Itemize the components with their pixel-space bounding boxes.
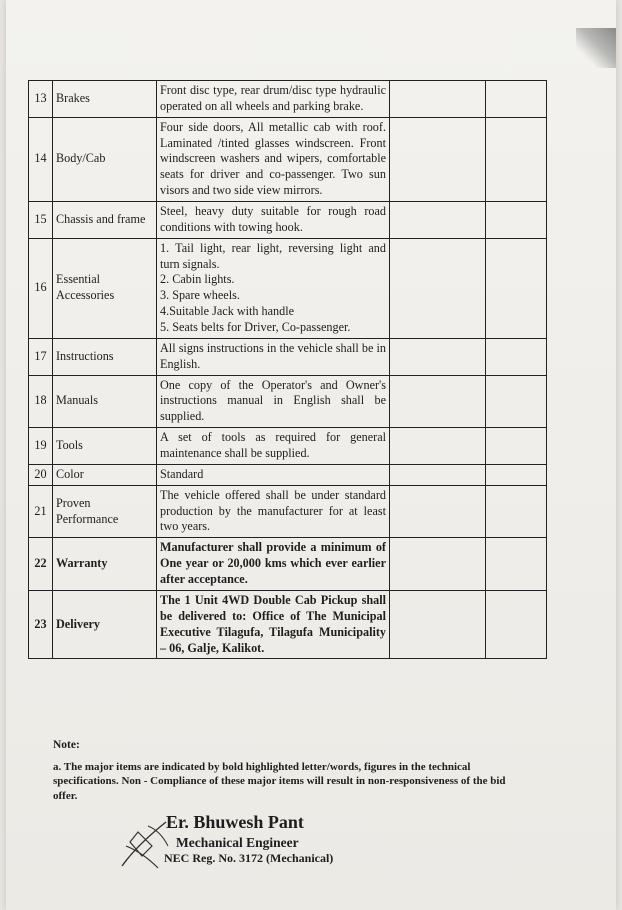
specification-line: 5. Seats belts for Driver, Co-passenger. — [160, 320, 351, 335]
remarks-cell — [486, 81, 547, 118]
remarks-cell — [486, 375, 547, 428]
table-row — [29, 538, 547, 591]
specification-table — [28, 80, 547, 659]
compliance-cell — [390, 338, 486, 375]
row-specification — [157, 81, 390, 118]
row-item: Tools — [53, 428, 157, 465]
page-corner-fold — [576, 28, 616, 68]
specification-line: Standard — [160, 466, 204, 481]
specification-line: The 1 Unit 4WD Double Cab Pickup shall be delivered to: Office of The Municipal Executive Tilagufa, Tilagufa Municipality – 06, Galje, Kalikot. — [160, 592, 386, 655]
row-specification — [157, 202, 390, 239]
row-specification — [157, 485, 390, 538]
table-row — [29, 117, 547, 201]
row-item: Essential Accessories — [53, 238, 157, 338]
compliance-cell — [390, 375, 486, 428]
compliance-cell — [390, 464, 486, 485]
table-row — [29, 202, 547, 239]
row-specification — [157, 117, 390, 201]
signatory-title: Mechanical Engineer — [176, 835, 299, 850]
row-item: Color — [53, 464, 157, 485]
row-number: 14 — [29, 117, 53, 201]
remarks-cell — [486, 117, 547, 201]
compliance-cell — [390, 117, 486, 201]
specification-line: 4.Suitable Jack with handle — [160, 304, 295, 319]
table-row — [29, 238, 547, 338]
table-row — [29, 485, 547, 538]
note-title: Note: — [53, 739, 80, 751]
row-number: 21 — [29, 485, 53, 538]
table-row — [29, 81, 547, 118]
row-number: 20 — [29, 464, 53, 485]
signature-block — [118, 812, 378, 882]
row-item: Body/Cab — [53, 117, 157, 201]
specification-line: Front disc type, rear drum/disc type hydraulic operated on all wheels and parking brake. — [160, 83, 386, 113]
compliance-cell — [390, 428, 486, 465]
remarks-cell — [486, 202, 547, 239]
row-specification — [157, 538, 390, 591]
row-item: Warranty — [53, 538, 157, 591]
note-section — [53, 738, 513, 804]
row-number: 15 — [29, 202, 53, 239]
signatory-registration: NEC Reg. No. 3172 (Mechanical) — [164, 851, 334, 865]
table-row — [29, 338, 547, 375]
row-number: 13 — [29, 81, 53, 118]
specification-line: All signs instructions in the vehicle shall be in English. — [160, 340, 386, 371]
remarks-cell — [486, 590, 547, 658]
remarks-cell — [486, 238, 547, 338]
specification-line: Manufacturer shall provide a minimum of One year or 20,000 kms which ever earlier after acceptance. — [160, 540, 386, 587]
row-item: Brakes — [53, 81, 157, 118]
compliance-cell — [390, 81, 486, 118]
row-number: 18 — [29, 375, 53, 428]
row-specification — [157, 375, 390, 428]
table-row — [29, 590, 547, 658]
row-item: Chassis and frame — [53, 202, 157, 239]
row-number: 17 — [29, 338, 53, 375]
row-item: Delivery — [53, 590, 157, 658]
row-item: Instructions — [53, 338, 157, 375]
compliance-cell — [390, 485, 486, 538]
table-row — [29, 464, 547, 485]
compliance-cell — [390, 238, 486, 338]
specification-line: 3. Spare wheels. — [160, 288, 240, 303]
specification-line: A set of tools as required for general maintenance shall be supplied. — [160, 430, 386, 461]
specification-line: Steel, heavy duty suitable for rough road conditions with towing hook. — [160, 204, 386, 234]
table-row — [29, 375, 547, 428]
row-number: 22 — [29, 538, 53, 591]
row-specification — [157, 590, 390, 658]
row-specification — [157, 338, 390, 375]
specification-line: 1. Tail light, rear light, reversing light and turn signals. — [160, 240, 386, 271]
compliance-cell — [390, 538, 486, 591]
compliance-cell — [390, 590, 486, 658]
note-text: a. The major items are indicated by bold highlighted letter/words, figures in the technical specifications. Non - Compliance of these major items will result in non-responsiveness of the bid offer. — [53, 760, 506, 803]
remarks-cell — [486, 464, 547, 485]
row-specification — [157, 238, 390, 338]
compliance-cell — [390, 202, 486, 239]
row-specification — [157, 464, 390, 485]
specification-line: One copy of the Operator's and Owner's instructions manual in English shall be supplied. — [160, 377, 386, 424]
remarks-cell — [486, 485, 547, 538]
remarks-cell — [486, 428, 547, 465]
specification-line: The vehicle offered shall be under standard production by the manufacturer for at least two years. — [160, 487, 386, 534]
remarks-cell — [486, 538, 547, 591]
row-specification — [157, 428, 390, 465]
specification-line: 2. Cabin lights. — [160, 272, 235, 287]
row-item: Proven Performance — [53, 485, 157, 538]
row-number: 23 — [29, 590, 53, 658]
table-row — [29, 428, 547, 465]
signatory-name: Er. Bhuwesh Pant — [166, 812, 304, 832]
remarks-cell — [486, 338, 547, 375]
row-number: 16 — [29, 238, 53, 338]
specification-line: Four side doors, All metallic cab with roof. Laminated /tinted glasses windscreen. Front windscreen washers and wipers, comfortable seats for driver and co-passenger. Two sun visors and two side view mirrors. — [160, 119, 386, 198]
row-number: 19 — [29, 428, 53, 465]
row-item: Manuals — [53, 375, 157, 428]
